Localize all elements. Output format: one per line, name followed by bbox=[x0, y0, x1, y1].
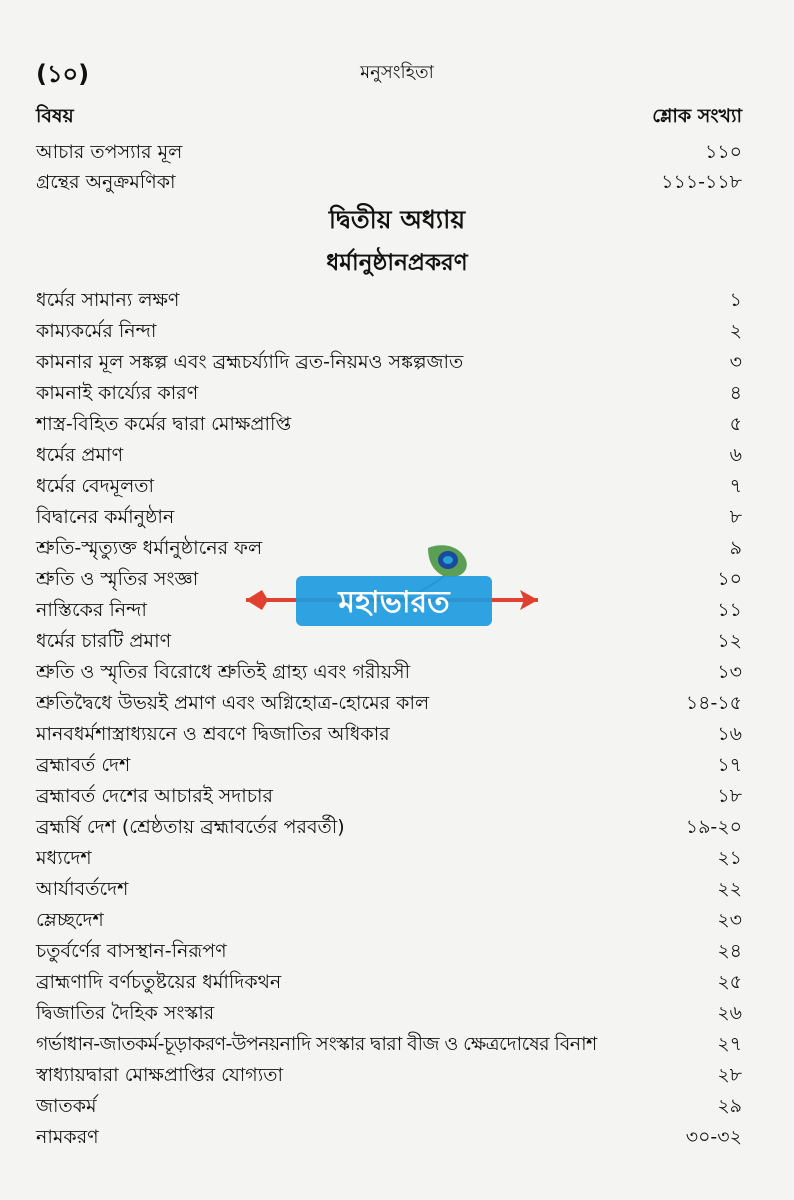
toc-row bbox=[36, 935, 742, 967]
section-title: ধর্মানুষ্ঠানপ্রকরণ bbox=[326, 250, 468, 276]
toc-topic: শ্রুতি ও স্মৃতির সংজ্ঞা bbox=[36, 568, 199, 590]
toc-topic: বিদ্বানের কর্মানুষ্ঠান bbox=[36, 506, 175, 528]
toc-row bbox=[36, 408, 742, 440]
toc-topic: ব্রহ্মাবর্ত দেশ bbox=[36, 754, 131, 776]
toc-verse: ১৯-২০ bbox=[685, 816, 742, 838]
toc-row bbox=[36, 780, 742, 812]
toc-row bbox=[36, 687, 742, 719]
toc-row bbox=[36, 377, 742, 409]
toc-topic: মানবধর্মশাস্ত্রাধ্যয়নে ও শ্রবণে দ্বিজাতির অধিকার bbox=[36, 723, 390, 745]
toc-row bbox=[36, 842, 742, 874]
toc-topic: ব্রহ্মর্ষি দেশ (শ্রেষ্ঠতায় ব্রহ্মাবর্তের পরবর্তী) bbox=[36, 816, 345, 838]
toc-topic: ধর্মের সামান্য লক্ষণ bbox=[36, 289, 180, 311]
toc-topic: ধর্মের চারটি প্রমাণ bbox=[36, 630, 172, 652]
toc-topic: কামনার মূল সঙ্কল্প এবং ব্রহ্মচর্য্যাদি ব্রত-নিয়মও সঙ্কল্পজাত bbox=[36, 351, 464, 373]
toc-verse: ২১ bbox=[717, 847, 742, 869]
watermark-logo bbox=[238, 528, 548, 658]
toc-verse: ৬ bbox=[729, 444, 742, 466]
chapter-title: দ্বিতীয় অধ্যায় bbox=[328, 205, 466, 234]
toc-verse: ২৮ bbox=[717, 1064, 742, 1086]
toc-topic: শাস্ত্র-বিহিত কর্মের দ্বারা মোক্ষপ্রাপ্তি bbox=[36, 413, 292, 435]
toc-verse: ১৩ bbox=[717, 661, 742, 683]
toc-verse: ১১ bbox=[717, 599, 742, 621]
toc-verse: ৯ bbox=[729, 537, 742, 559]
toc-row bbox=[36, 997, 742, 1029]
column-headers bbox=[36, 100, 742, 132]
toc-verse: ২ bbox=[729, 320, 742, 342]
toc-row bbox=[36, 470, 742, 502]
toc-verse: ৪ bbox=[729, 382, 742, 404]
toc-row bbox=[36, 1121, 742, 1153]
toc-verse: ৩০-৩২ bbox=[685, 1126, 742, 1148]
toc-verse: ৭ bbox=[729, 475, 742, 497]
toc-topic: শ্রুতি-স্মৃত্যুক্ত ধর্মানুষ্ঠানের ফল bbox=[36, 537, 263, 559]
toc-row bbox=[36, 136, 742, 168]
toc-row bbox=[36, 966, 742, 998]
toc-topic: ব্রাহ্মণাদি বর্ণচতুষ্টয়ের ধর্মাদিকথন bbox=[36, 971, 282, 993]
toc-row bbox=[36, 811, 742, 843]
toc-verse: ১১১-১১৮ bbox=[661, 171, 742, 193]
toc-row bbox=[36, 166, 742, 198]
arrow-fletching-icon bbox=[246, 590, 268, 610]
toc-verse: ১৭ bbox=[717, 754, 742, 776]
toc-row bbox=[36, 873, 742, 905]
toc-row bbox=[36, 1090, 742, 1122]
toc-verse: ২৬ bbox=[717, 1002, 742, 1024]
toc-row bbox=[36, 656, 742, 688]
toc-topic: আচার তপস্যার মূল bbox=[36, 141, 183, 163]
toc-topic: শ্রুতি ও স্মৃতির বিরোধে শ্রুতিই গ্রাহ্য এবং গরীয়সী bbox=[36, 661, 411, 683]
toc-topic: নামকরণ bbox=[36, 1126, 99, 1148]
toc-verse: ১৬ bbox=[717, 723, 742, 745]
toc-verse: ২৯ bbox=[717, 1095, 742, 1117]
toc-row bbox=[36, 1059, 742, 1091]
toc-row bbox=[36, 284, 742, 316]
toc-verse: ৩ bbox=[729, 351, 742, 373]
toc-verse: ৮ bbox=[729, 506, 742, 528]
toc-topic: গর্ভাধান-জাতকর্ম-চূড়াকরণ-উপনয়নাদি সংস্কার দ্বারা বীজ ও ক্ষেত্রদোষের বিনাশ bbox=[36, 1033, 597, 1055]
toc-verse: ২২ bbox=[717, 878, 742, 900]
toc-topic: নাস্তিকের নিন্দা bbox=[36, 599, 147, 621]
toc-verse: ২৫ bbox=[717, 971, 742, 993]
toc-row bbox=[36, 718, 742, 750]
toc-topic: ব্রহ্মাবর্ত দেশের আচারই সদাচার bbox=[36, 785, 273, 807]
toc-topic: মধ্যদেশ bbox=[36, 847, 92, 869]
toc-verse: ২৪ bbox=[717, 940, 742, 962]
toc-verse: ১০ bbox=[717, 568, 742, 590]
toc-verse: ১১০ bbox=[704, 141, 742, 163]
toc-topic: শ্রুতিদ্বৈধে উভয়ই প্রমাণ এবং অগ্নিহোত্র-হোমের কাল bbox=[36, 692, 430, 714]
toc-topic: ম্লেচ্ছদেশ bbox=[36, 909, 104, 931]
toc-topic: ধর্মের প্রমাণ bbox=[36, 444, 124, 466]
toc-row bbox=[36, 315, 742, 347]
page-number: (১০) bbox=[36, 60, 90, 88]
toc-row bbox=[36, 1028, 742, 1060]
toc-row bbox=[36, 439, 742, 471]
column-header-topic: বিষয় bbox=[36, 105, 74, 127]
toc-verse: ১৪-১৫ bbox=[685, 692, 742, 714]
toc-topic: ধর্মের বেদমূলতা bbox=[36, 475, 155, 497]
toc-topic: কামনাই কার্য্যের কারণ bbox=[36, 382, 199, 404]
toc-verse: ৫ bbox=[729, 413, 742, 435]
toc-topic: কাম্যকর্মের নিন্দা bbox=[36, 320, 157, 342]
toc-verse: ১৮ bbox=[717, 785, 742, 807]
toc-topic: চতুর্বর্ণের বাসস্থান-নিরূপণ bbox=[36, 940, 227, 962]
logo-text: মহাভারত bbox=[338, 585, 450, 620]
toc-row bbox=[36, 749, 742, 781]
toc-row bbox=[36, 904, 742, 936]
toc-topic: আর্যাবর্তদেশ bbox=[36, 878, 129, 900]
toc-verse: ২৭ bbox=[717, 1033, 742, 1055]
page-header bbox=[0, 56, 794, 96]
column-header-verse-count: শ্লোক সংখ্যা bbox=[652, 105, 742, 127]
toc-topic: স্বাধ্যায়দ্বারা মোক্ষপ্রাপ্তির যোগ্যতা bbox=[36, 1064, 284, 1086]
toc-topic: দ্বিজাতির দৈহিক সংস্কার bbox=[36, 1002, 215, 1024]
toc-verse: ১২ bbox=[717, 630, 742, 652]
toc-topic: জাতকর্ম bbox=[36, 1095, 97, 1117]
toc-verse: ১ bbox=[729, 289, 742, 311]
toc-verse: ২৩ bbox=[717, 909, 742, 931]
toc-topic: গ্রন্থের অনুক্রমণিকা bbox=[36, 171, 176, 193]
running-title: মনুসংহিতা bbox=[360, 62, 434, 83]
toc-row bbox=[36, 346, 742, 378]
